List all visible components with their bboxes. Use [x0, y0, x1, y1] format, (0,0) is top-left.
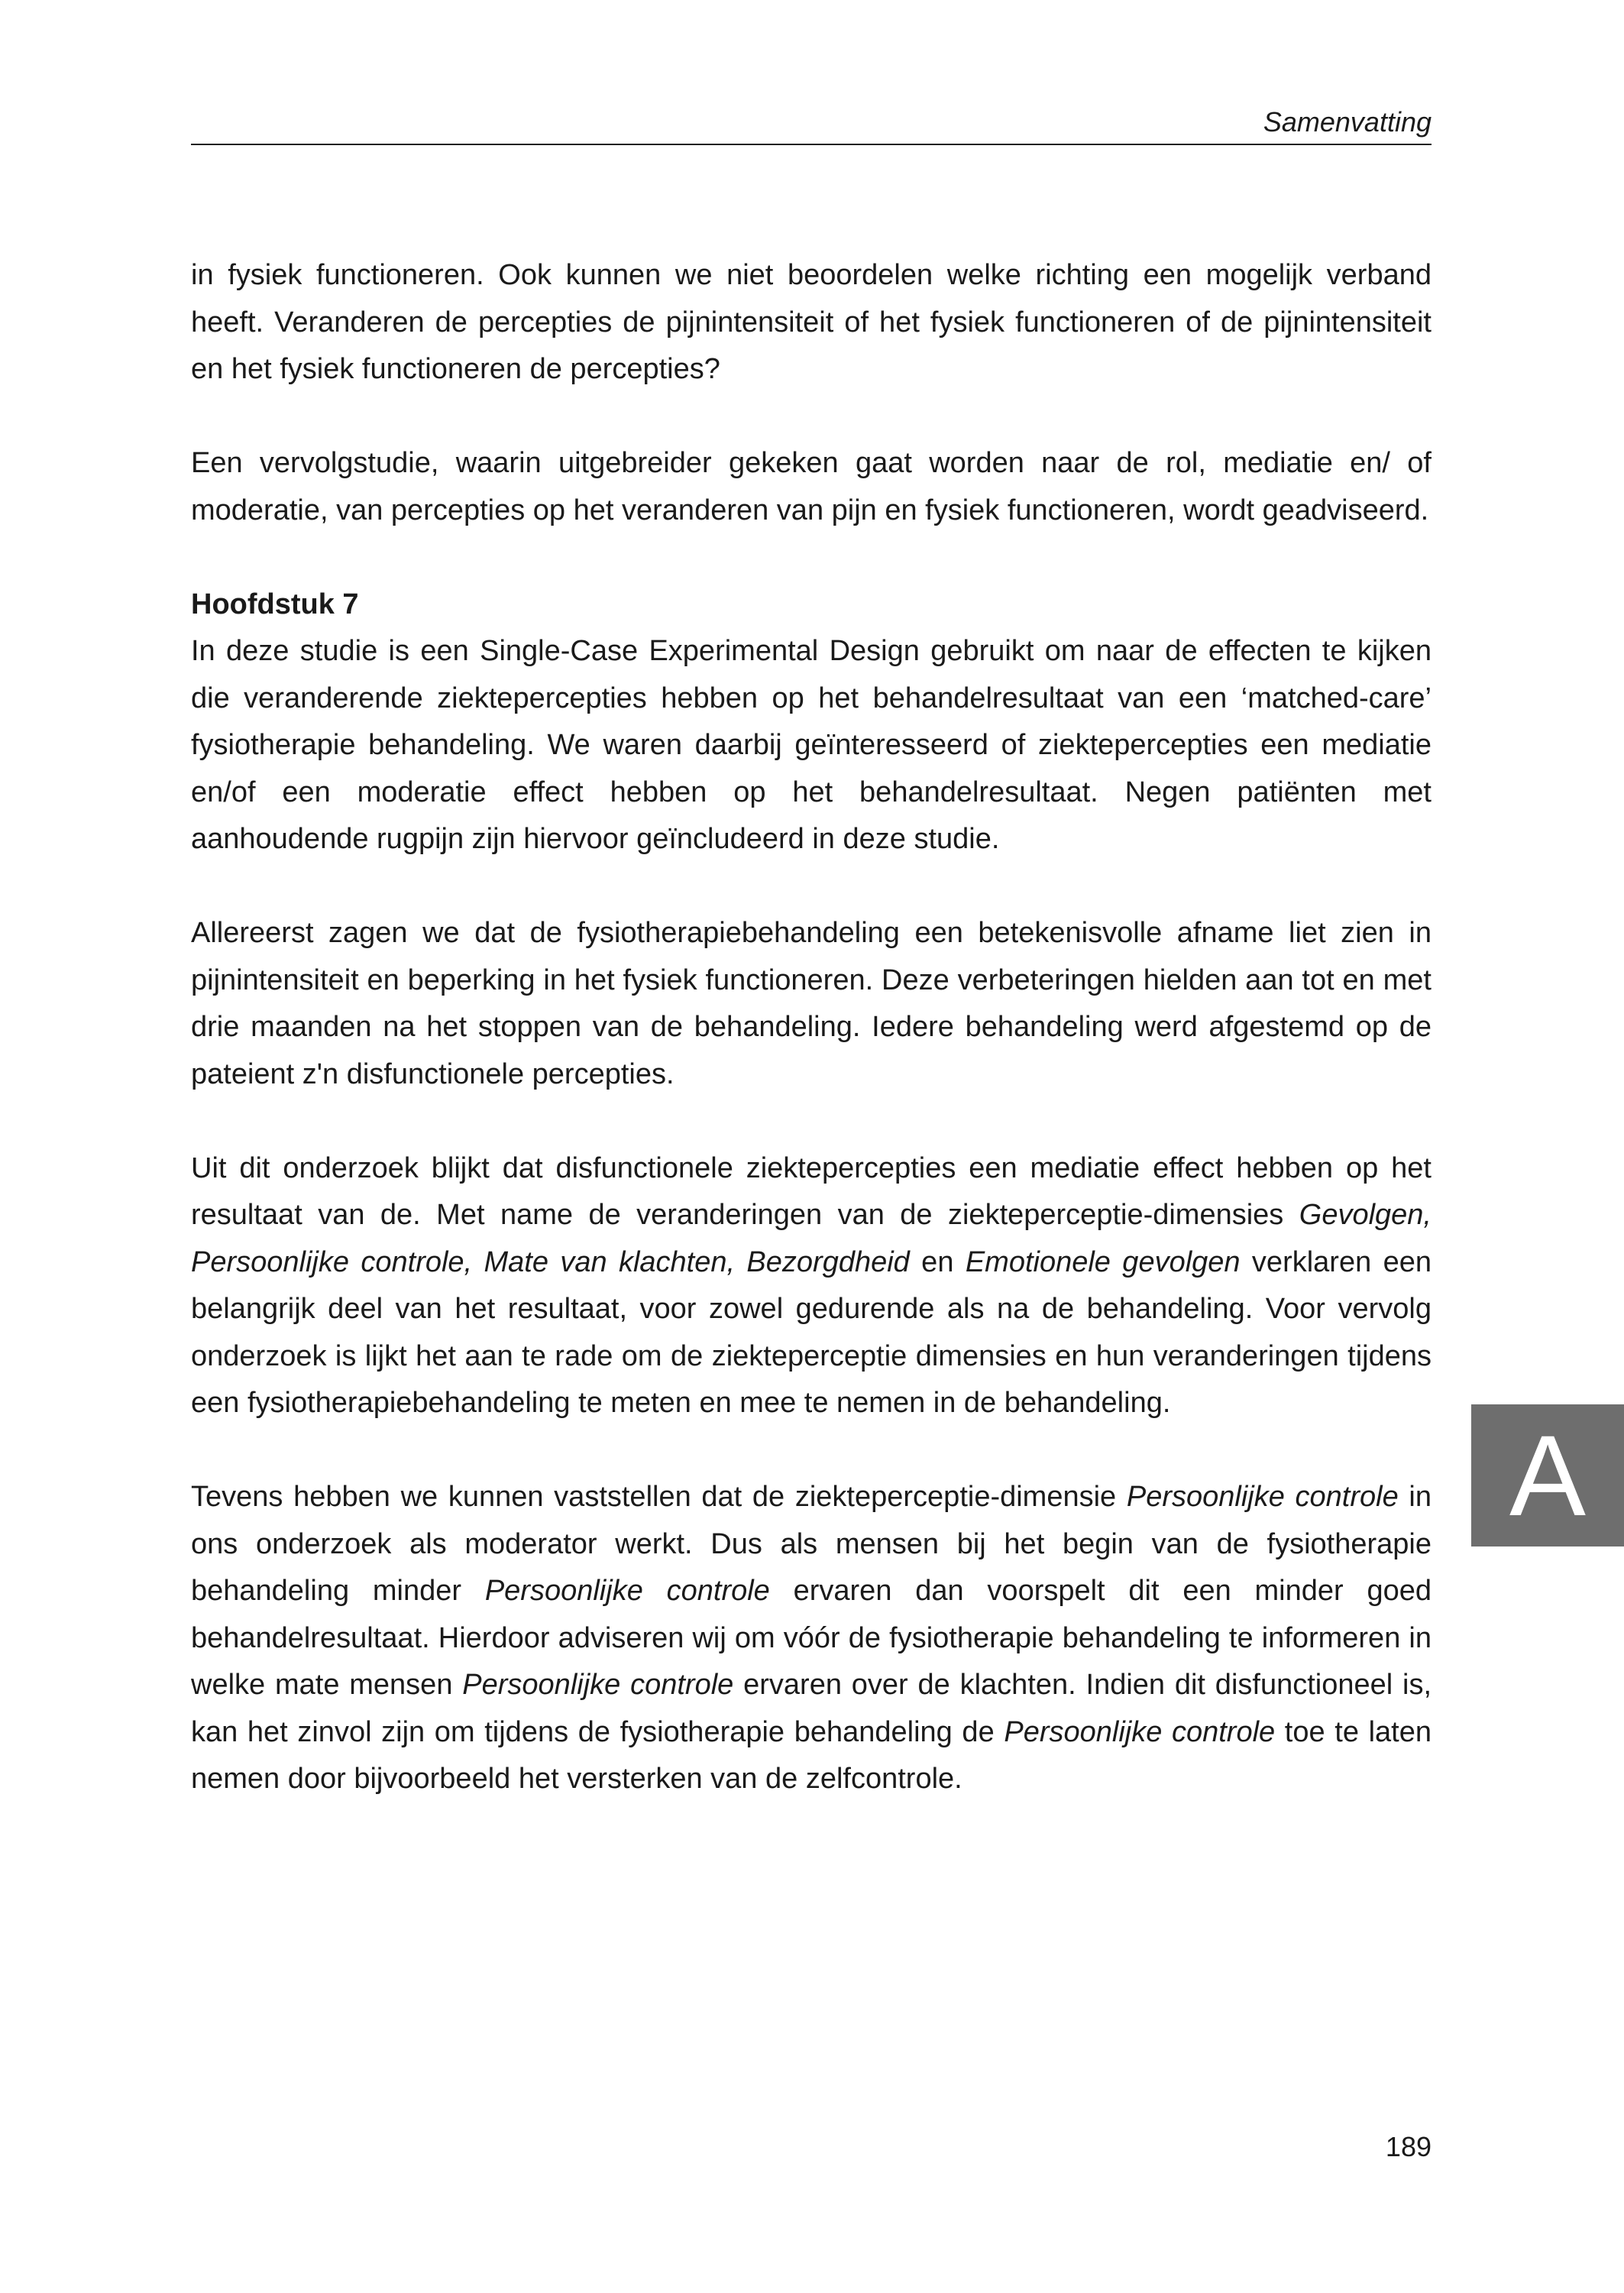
- paragraph-6: [191, 1474, 1432, 1803]
- body-text: [191, 252, 1432, 1850]
- paragraph-5-text-3: verklaren een belangrijk deel van het resultaat, voor zowel gedurende als na de behandeling. Voor vervolg onderzoek is lijkt het aan te rade om de ziekteperceptie dimensies en hun veranderingen tijdens een fysiotherapiebehandeling te meten en mee te nemen in de behandeling.: [191, 1245, 1432, 1419]
- paragraph-6-text-5: toe te laten nemen door bijvoorbeeld het versterken van de zelfcontrole.: [191, 1715, 1432, 1795]
- paragraph-2: Een vervolgstudie, waarin uitgebreider gekeken gaat worden naar de rol, mediatie en/ of moderatie, van percepties op het veranderen van pijn en fysiek functioneren, wordt geadviseerd.: [191, 447, 1432, 526]
- paragraph-6-italic-2: Persoonlijke controle: [484, 1575, 770, 1607]
- paragraph-6-italic-3: Persoonlijke controle: [462, 1669, 734, 1701]
- appendix-tab-letter: A: [1509, 1411, 1587, 1540]
- appendix-tab: [1471, 1404, 1624, 1546]
- header-rule: [191, 144, 1432, 145]
- paragraph-5: [191, 1145, 1432, 1427]
- paragraph-5-text-1: Uit dit onderzoek blijkt dat disfunctionele ziektepercepties een mediatie effect hebben op het resultaat van de. Met name de veranderingen van de ziekteperceptie-dimensies: [191, 1151, 1432, 1231]
- paragraph-6-text-2: in ons onderzoek als moderator werkt. Dus als mensen bij het begin van de fysiotherapie behandeling minder: [191, 1481, 1432, 1607]
- paragraph-4: Allereerst zagen we dat de fysiotherapiebehandeling een betekenisvolle afname liet zien in pijnintensiteit en beperking in het fysiek functioneren. Deze verbeteringen hielden aan tot en met drie maanden na het stoppen van de behandeling. Iedere behandeling werd afgestemd op de pateient z'n disfunctionele percepties.: [191, 917, 1432, 1090]
- page-number: 189: [1385, 2131, 1432, 2162]
- running-title: Samenvatting: [1263, 106, 1432, 138]
- paragraph-6-text-3: ervaren dan voorspelt dit een minder goed behandelresultaat. Hierdoor adviseren wij om vóór de fysiotherapie behandeling te informeren in welke mate mensen: [191, 1575, 1432, 1701]
- paragraph-6-text-1: Tevens hebben we kunnen vaststellen dat de ziekteperceptie-dimensie: [191, 1481, 1127, 1513]
- paragraph-1: in fysiek functioneren. Ook kunnen we niet beoordelen welke richting een mogelijk verband heeft. Veranderen de percepties de pijnintensiteit of het fysiek functioneren of de pijnintensiteit en het fysiek functioneren de percepties?: [191, 259, 1432, 385]
- paragraph-6-italic-4: Persoonlijke controle: [1004, 1715, 1276, 1748]
- paragraph-6-italic-1: Persoonlijke controle: [1126, 1481, 1399, 1513]
- paragraph-3: In deze studie is een Single-Case Experimental Design gebruikt om naar de effecten te kijken die veranderende ziektepercepties hebben op het behandelresultaat van een ‘matched-care’ fysiotherapie behandeling. We waren daarbij geïnteresseerd of ziektepercepties een mediatie en/of een moderatie effect hebben op het behandelresultaat. Negen patiënten met aanhoudende rugpijn zijn hiervoor geïncludeerd in deze studie.: [191, 635, 1432, 855]
- paragraph-5-italic-1: Gevolgen, Persoonlijke controle, Mate van klachten, Bezorgdheid: [191, 1199, 1432, 1278]
- paragraph-5-text-2: en: [909, 1245, 966, 1278]
- section-heading: Hoofdstuk 7: [191, 588, 359, 620]
- paragraph-5-italic-2: Emotionele gevolgen: [965, 1245, 1241, 1278]
- paragraph-6-text-4: ervaren over de klachten. Indien dit disfunctioneel is, kan het zinvol zijn om tijdens de fysiotherapie behandeling de: [191, 1669, 1432, 1748]
